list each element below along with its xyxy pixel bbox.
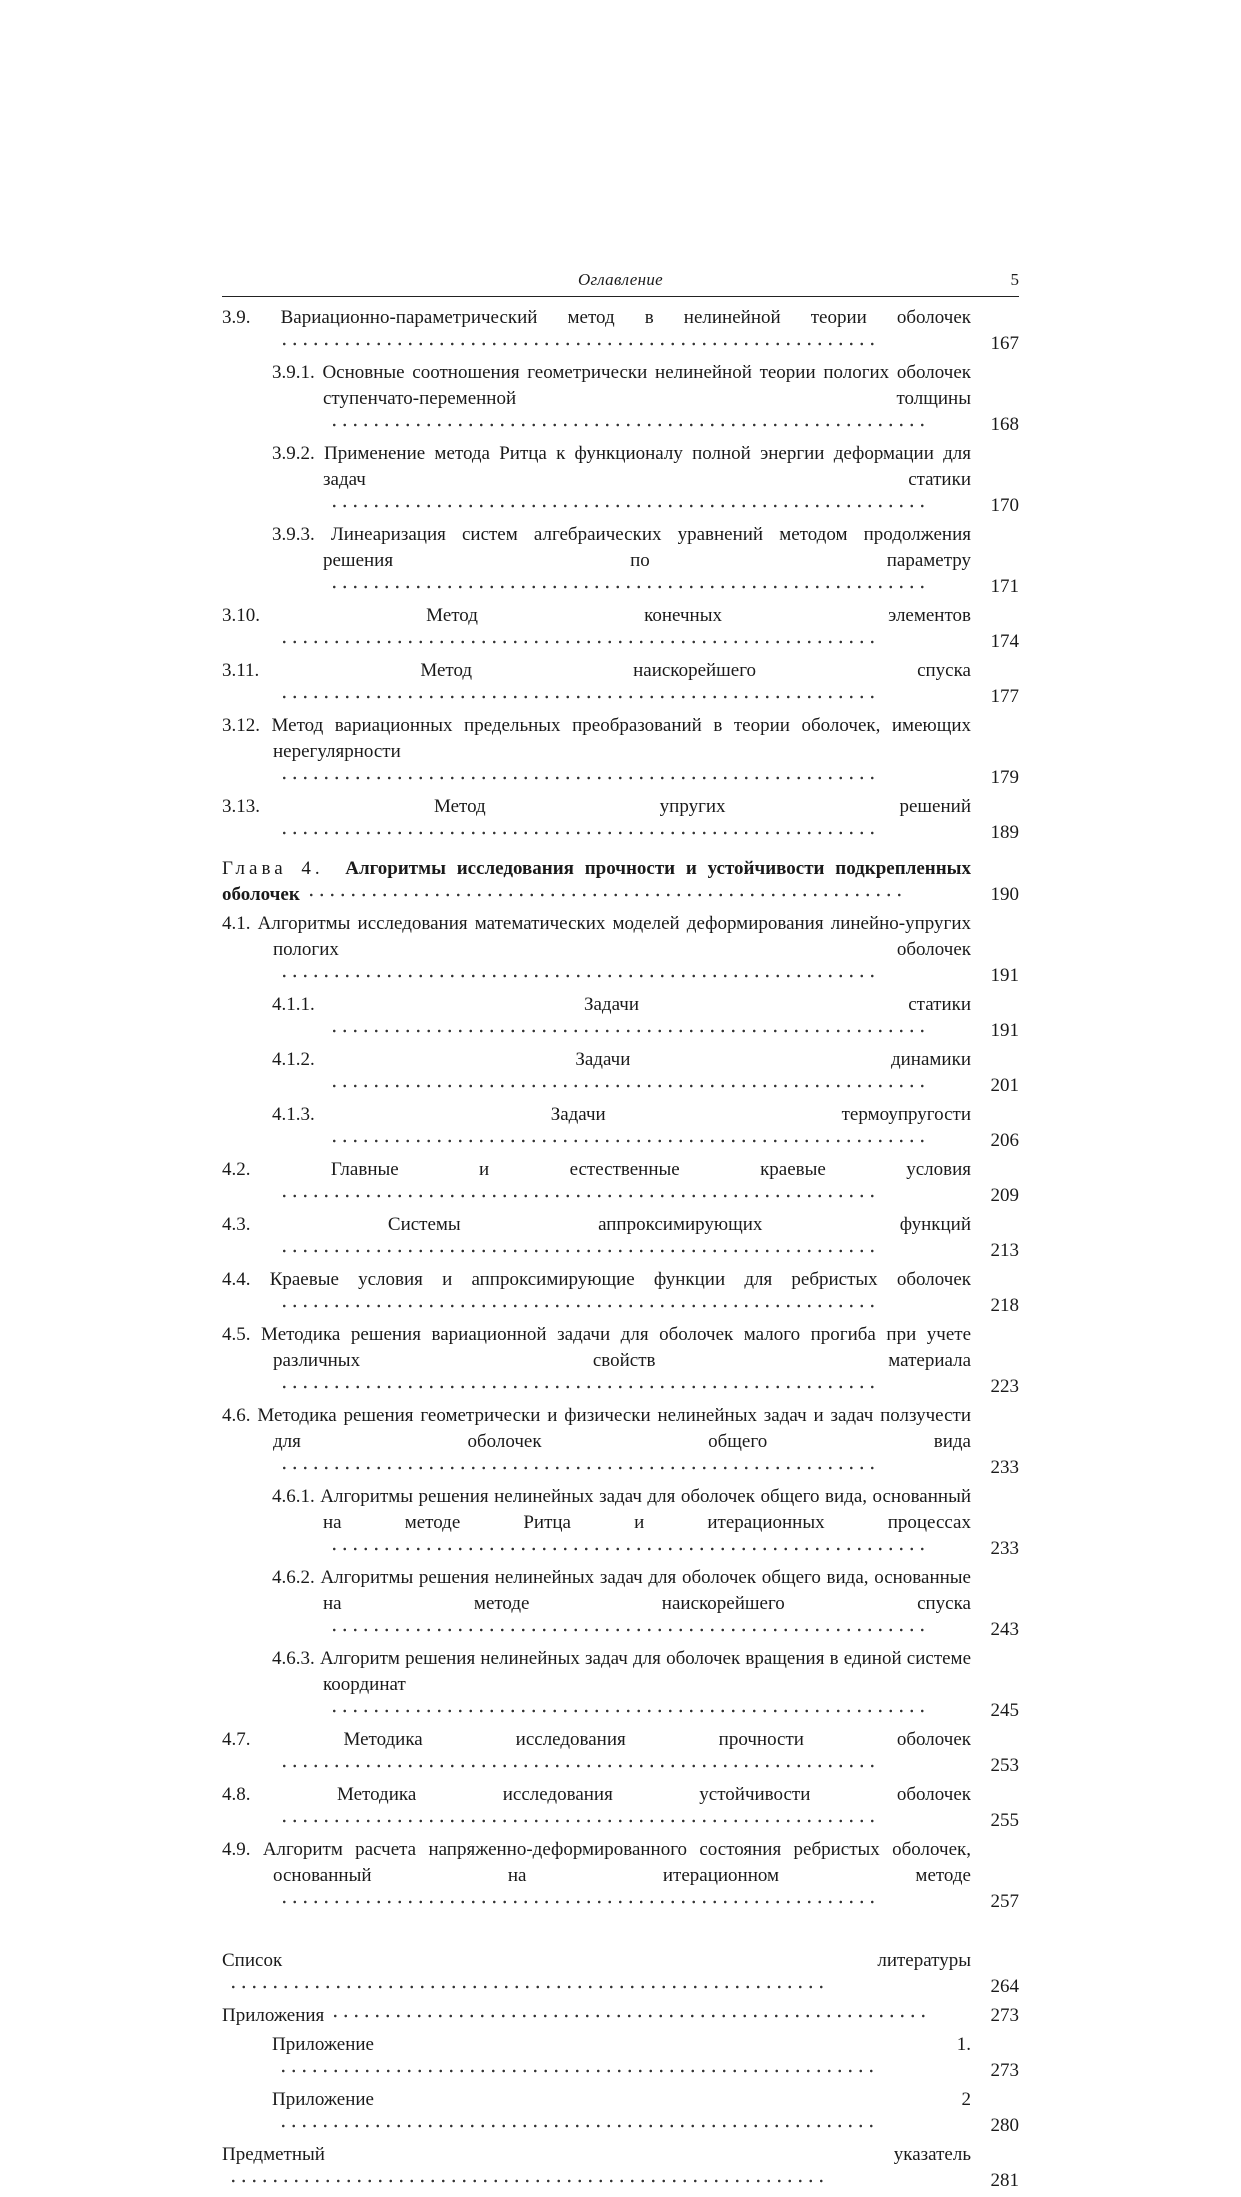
toc-entry-title: Метод упругих решений — [433, 796, 971, 817]
toc-entry-title: Главные и естественные краевые условия — [330, 1159, 971, 1180]
toc-entry[interactable] — [222, 2032, 1019, 2084]
toc-entry-number: 4.6.3. — [272, 1648, 315, 1669]
toc-page-number: 213 — [990, 1240, 1019, 1261]
toc-page-number: 177 — [990, 686, 1019, 707]
toc-entry-title: Предметный указатель — [222, 2144, 971, 2165]
dot-leader — [329, 1625, 929, 1635]
toc-page-number: 206 — [990, 1130, 1019, 1151]
toc-entry-title: Методика исследования устойчивости оболочек — [336, 1784, 971, 1805]
toc-page-number: 253 — [990, 1755, 1019, 1776]
toc-entry-number: 4.6.1. — [272, 1486, 315, 1507]
toc-page-number: 280 — [990, 2115, 1019, 2136]
toc-entry[interactable] — [222, 1948, 1019, 2000]
dot-leader — [279, 1382, 879, 1392]
toc-entry-title: Алгоритмы исследования математических моделей деформирования линейно-упругих пологих оболочек — [257, 913, 971, 960]
dot-leader — [278, 2121, 878, 2131]
dot-leader — [279, 339, 879, 349]
dot-leader — [329, 1706, 929, 1716]
toc-entry-number: 4.1.1. — [272, 994, 315, 1015]
toc-entry[interactable] — [222, 1646, 1019, 1724]
chapter-label: Глава 4. — [222, 858, 324, 879]
toc-entry-number: 3.9.1. — [272, 362, 315, 383]
dot-leader — [279, 828, 879, 838]
toc-page-number: 174 — [990, 631, 1019, 652]
dot-leader — [279, 1816, 879, 1826]
dot-leader — [279, 1191, 879, 1201]
dot-leader — [279, 1897, 879, 1907]
toc-entry-title: Алгоритм решения нелинейных задач для оболочек вращения в единой системе координат — [319, 1648, 972, 1695]
toc-entry-title: Методика исследования прочности оболочек — [343, 1729, 972, 1750]
toc-entry[interactable] — [222, 1565, 1019, 1643]
toc-entry-title: Метод вариационных предельных преобразований в теории оболочек, имеющих нерегулярности — [271, 715, 971, 762]
dot-leader — [329, 501, 929, 511]
dot-leader — [279, 1246, 879, 1256]
toc-entry[interactable] — [222, 658, 1019, 710]
toc-entry-title: Вариационно-параметрический метод в нелинейной теории оболочек — [280, 307, 972, 328]
toc-page-number: 167 — [990, 333, 1019, 354]
toc-page-number: 264 — [990, 1976, 1019, 1997]
toc-page-number: 170 — [990, 495, 1019, 516]
toc-page-number: 273 — [990, 2060, 1019, 2081]
toc-entry[interactable] — [222, 794, 1019, 846]
toc-entry[interactable] — [222, 2142, 1019, 2194]
toc-entry-number: 3.9. — [222, 307, 251, 328]
toc-entry-title: Алгоритм расчета напряженно-деформированного состояния ребристых оболочек, основанный на итерационном методе — [262, 1839, 971, 1886]
toc-entry[interactable] — [222, 1102, 1019, 1154]
dot-leader — [329, 1026, 929, 1036]
toc-entry-number: 4.6. — [222, 1405, 251, 1426]
dot-leader — [228, 2176, 828, 2186]
toc-entry-number: 4.8. — [222, 1784, 251, 1805]
toc-entry[interactable] — [222, 992, 1019, 1044]
toc-entry[interactable] — [222, 1212, 1019, 1264]
toc-page-number: 191 — [990, 1020, 1019, 1041]
toc-entry-title: Задачи термоупругости — [550, 1104, 971, 1125]
toc-entry-number: 4.2. — [222, 1159, 251, 1180]
dot-leader — [330, 2011, 930, 2021]
toc-entry-number: 4.3. — [222, 1214, 251, 1235]
toc-page-number: 179 — [990, 767, 1019, 788]
toc-entry-number: 4.5. — [222, 1324, 251, 1345]
toc-entry-title: Задачи динамики — [575, 1049, 972, 1070]
header-page-number: 5 — [1010, 270, 1019, 289]
toc-entry-number: 3.9.2. — [272, 443, 315, 464]
toc-page-number: 171 — [990, 576, 1019, 597]
dot-leader — [279, 1463, 879, 1473]
dot-leader — [329, 420, 929, 430]
toc-entry-number: 4.6.2. — [272, 1567, 315, 1588]
dot-leader — [329, 582, 929, 592]
dot-leader — [228, 1982, 828, 1992]
running-header — [222, 270, 1019, 297]
toc-page-number: 209 — [990, 1185, 1019, 1206]
toc-entry-title: Краевые условия и аппроксимирующие функции для ребристых оболочек — [269, 1269, 971, 1290]
toc-entry-number: 3.9.3. — [272, 524, 315, 545]
toc-entry-title: Приложение 1. — [272, 2034, 971, 2055]
toc-entry[interactable] — [222, 441, 1019, 519]
toc-entry-number: 3.12. — [222, 715, 260, 736]
toc-page-number: 218 — [990, 1295, 1019, 1316]
toc-entry[interactable] — [222, 360, 1019, 438]
toc-entry[interactable] — [222, 1782, 1019, 1834]
toc-page-number: 223 — [990, 1376, 1019, 1397]
toc-page-number: 281 — [990, 2170, 1019, 2191]
toc-section-3 — [222, 305, 1019, 846]
toc-entry[interactable] — [222, 2003, 1019, 2029]
toc-entry-number: 4.1.2. — [272, 1049, 315, 1070]
dot-leader — [329, 1136, 929, 1146]
toc-entry-number: 3.13. — [222, 796, 260, 817]
toc-entry[interactable] — [222, 1267, 1019, 1319]
toc-entry-title: Методика решения геометрически и физически нелинейных задач и задач ползучести для оболочек общего вида — [257, 1405, 971, 1452]
toc-entry-number: 3.11. — [222, 660, 260, 681]
toc-entry-title: Основные соотношения геометрически нелинейной теории пологих оболочек ступенчато-переменной толщины — [322, 362, 971, 409]
toc-entry[interactable] — [222, 713, 1019, 791]
toc-page-number: 257 — [990, 1891, 1019, 1912]
toc-entry[interactable] — [222, 305, 1019, 357]
toc-entry[interactable] — [222, 1157, 1019, 1209]
toc-entry-title: Приложение 2 — [272, 2089, 971, 2110]
toc-entry[interactable] — [222, 1727, 1019, 1779]
dot-leader — [279, 692, 879, 702]
toc-section-4 — [222, 911, 1019, 1915]
toc-entry-title: Метод конечных элементов — [426, 605, 972, 626]
toc-page-number: 273 — [990, 2005, 1019, 2026]
toc-entry[interactable] — [222, 911, 1019, 989]
dot-leader — [279, 773, 879, 783]
toc-back-matter — [222, 1948, 1019, 2194]
toc-entry[interactable] — [222, 603, 1019, 655]
toc-entry[interactable] — [222, 1403, 1019, 1481]
toc-page-number: 233 — [990, 1538, 1019, 1559]
toc-entry-number: 4.1. — [222, 913, 251, 934]
dot-leader — [306, 890, 906, 900]
toc-entry-title: Линеаризация систем алгебраических уравнений методом продолжения решения по параметру — [323, 524, 971, 571]
toc-page-number: 191 — [990, 965, 1019, 986]
toc-page-number: 190 — [990, 884, 1019, 905]
toc-entry[interactable] — [222, 1484, 1019, 1562]
toc-entry-title: Алгоритмы решения нелинейных задач для оболочек общего вида, основанные на методе наискорейшего спуска — [320, 1567, 971, 1614]
dot-leader — [279, 1761, 879, 1771]
toc-page-number: 245 — [990, 1700, 1019, 1721]
toc-entry[interactable] — [222, 2087, 1019, 2139]
toc-entry-number: 4.9. — [222, 1839, 251, 1860]
toc-entry-title: Метод наискорейшего спуска — [420, 660, 971, 681]
toc-chapter-4[interactable] — [222, 856, 1019, 908]
dot-leader — [279, 637, 879, 647]
toc-entry-number: 4.7. — [222, 1729, 251, 1750]
running-title: Оглавление — [577, 270, 664, 289]
toc-entry-number: 4.1.3. — [272, 1104, 315, 1125]
toc-entry[interactable] — [222, 1837, 1019, 1915]
toc-page-number: 255 — [990, 1810, 1019, 1831]
toc-entry-title: Алгоритмы решения нелинейных задач для оболочек общего вида, основанный на методе Ритца и итерационных процессах — [320, 1486, 971, 1533]
dot-leader — [329, 1544, 929, 1554]
dot-leader — [329, 1081, 929, 1091]
toc-entry-title: Приложения — [222, 2005, 325, 2026]
dot-leader — [279, 971, 879, 981]
toc-entry-number: 4.4. — [222, 1269, 251, 1290]
dot-leader — [278, 2066, 878, 2076]
table-of-contents — [222, 305, 1019, 2194]
toc-entry-title: Применение метода Ритца к функционалу полной энергии деформации для задач статики — [323, 443, 971, 490]
toc-page-number: 243 — [990, 1619, 1019, 1640]
toc-entry[interactable] — [222, 1047, 1019, 1099]
chapter-title: Алгоритмы исследования прочности и устойчивости подкрепленных оболочек — [222, 858, 972, 905]
toc-entry-title: Методика решения вариационной задачи для оболочек малого прогиба при учете различных свойств материала — [261, 1324, 972, 1371]
document-page — [222, 270, 1019, 2197]
toc-page-number: 201 — [990, 1075, 1019, 1096]
toc-entry-title: Задачи статики — [583, 994, 972, 1015]
toc-page-number: 233 — [990, 1457, 1019, 1478]
toc-entry-number: 3.10. — [222, 605, 260, 626]
dot-leader — [279, 1301, 879, 1311]
toc-page-number: 168 — [990, 414, 1019, 435]
toc-page-number: 189 — [990, 822, 1019, 843]
toc-entry-title: Список литературы — [222, 1950, 971, 1971]
toc-entry-title: Системы аппроксимирующих функций — [387, 1214, 972, 1235]
toc-entry[interactable] — [222, 1322, 1019, 1400]
toc-entry[interactable] — [222, 522, 1019, 600]
